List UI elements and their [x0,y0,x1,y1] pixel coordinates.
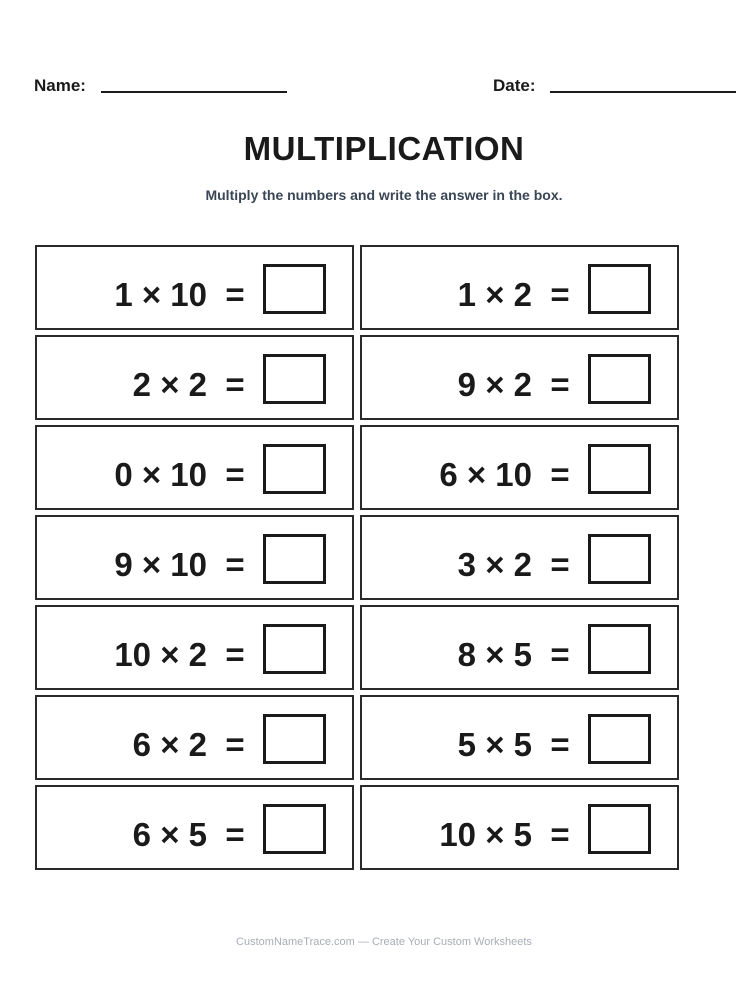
problem-expression: 1 × 10 [114,276,207,313]
name-field-line[interactable] [101,91,287,93]
answer-box[interactable] [588,444,651,494]
problem-card [360,695,679,780]
answer-box[interactable] [263,354,326,404]
problem-card [35,605,354,690]
problem-card [360,245,679,330]
footer-credit: CustomNameTrace.com — Create Your Custom Worksheets [236,936,532,948]
worksheet-instructions: Multiply the numbers and write the answer in the box. [205,187,563,203]
answer-box[interactable] [263,714,326,764]
problem-expression: 10 × 5 [439,816,532,853]
equals-sign: = [550,276,570,313]
problem-expression: 9 × 10 [114,546,207,583]
answer-box[interactable] [263,804,326,854]
problem-grid [35,245,682,874]
equals-sign: = [550,456,570,493]
problem-expression: 6 × 5 [132,816,207,853]
equals-sign: = [550,816,570,853]
answer-box[interactable] [588,624,651,674]
problem-expression: 3 × 2 [457,546,532,583]
name-label: Name: [34,76,86,95]
problem-expression: 1 × 2 [457,276,532,313]
answer-box[interactable] [588,714,651,764]
problem-expression: 6 × 10 [439,456,532,493]
answer-box[interactable] [588,534,651,584]
equals-sign: = [225,816,245,853]
equals-sign: = [550,636,570,673]
date-label: Date: [493,76,536,95]
equals-sign: = [225,546,245,583]
date-field-line[interactable] [550,91,736,93]
equals-sign: = [225,276,245,313]
problem-expression: 0 × 10 [114,456,207,493]
problem-expression: 5 × 5 [457,726,532,763]
equals-sign: = [550,546,570,583]
problem-card [35,695,354,780]
problem-card [360,335,679,420]
problem-expression: 6 × 2 [132,726,207,763]
header-fields [0,74,750,98]
problem-card [360,605,679,690]
answer-box[interactable] [263,444,326,494]
answer-box[interactable] [263,534,326,584]
equals-sign: = [225,636,245,673]
problem-card [35,425,354,510]
problem-card [360,515,679,600]
answer-box[interactable] [263,264,326,314]
problem-card [360,425,679,510]
answer-box[interactable] [588,354,651,404]
equals-sign: = [225,456,245,493]
problem-card [35,785,354,870]
equals-sign: = [550,726,570,763]
problem-expression: 2 × 2 [132,366,207,403]
problem-card [35,515,354,600]
answer-box[interactable] [588,804,651,854]
equals-sign: = [225,366,245,403]
problem-expression: 8 × 5 [457,636,532,673]
answer-box[interactable] [588,264,651,314]
problem-card [35,335,354,420]
problem-card [360,785,679,870]
problem-card [35,245,354,330]
worksheet-title: MULTIPLICATION [243,130,525,167]
problem-expression: 9 × 2 [457,366,532,403]
answer-box[interactable] [263,624,326,674]
problem-expression: 10 × 2 [114,636,207,673]
equals-sign: = [550,366,570,403]
equals-sign: = [225,726,245,763]
